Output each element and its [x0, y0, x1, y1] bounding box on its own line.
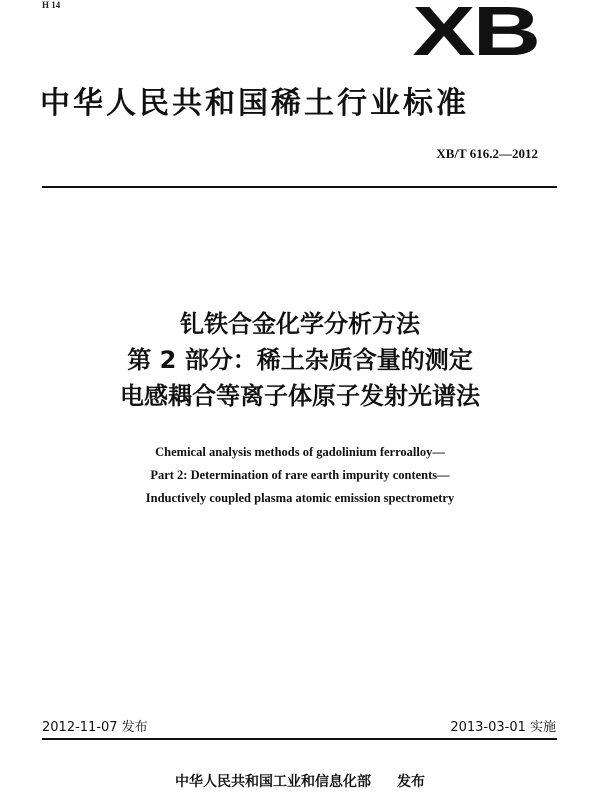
industry-standard-title: 中华人民共和国稀土行业标准 — [40, 86, 469, 121]
chinese-title-block — [0, 306, 600, 414]
implementation-date: 2013-03-01 实施 — [450, 720, 556, 735]
english-title-line-3: Inductively coupled plasma atomic emission spectrometry — [145, 491, 455, 505]
chinese-title-line-1: 钆铁合金化学分析方法 — [180, 310, 420, 338]
english-title-line-1: Chemical analysis methods of gadolinium ferroalloy— — [155, 445, 445, 459]
chinese-title-line-2: 第 2 部分：稀土杂质含量的测定 — [127, 346, 473, 374]
top-divider — [42, 186, 557, 188]
classification-code: H 14 — [42, 0, 61, 10]
issue-date: 2012-11-07 发布 — [42, 720, 148, 735]
issue-word: 发布 — [397, 774, 425, 790]
issuer-line — [0, 773, 600, 791]
issuer-name: 中华人民共和国工业和信息化部 — [175, 774, 371, 790]
bottom-divider — [42, 738, 557, 740]
english-title-block — [0, 441, 600, 510]
xb-logo: XB — [412, 0, 538, 70]
standard-number: XB/T 616.2—2012 — [436, 146, 538, 161]
chinese-title-line-3: 电感耦合等离子体原子发射光谱法 — [120, 382, 480, 410]
english-title-line-2: Part 2: Determination of rare earth impurity contents— — [150, 468, 450, 482]
